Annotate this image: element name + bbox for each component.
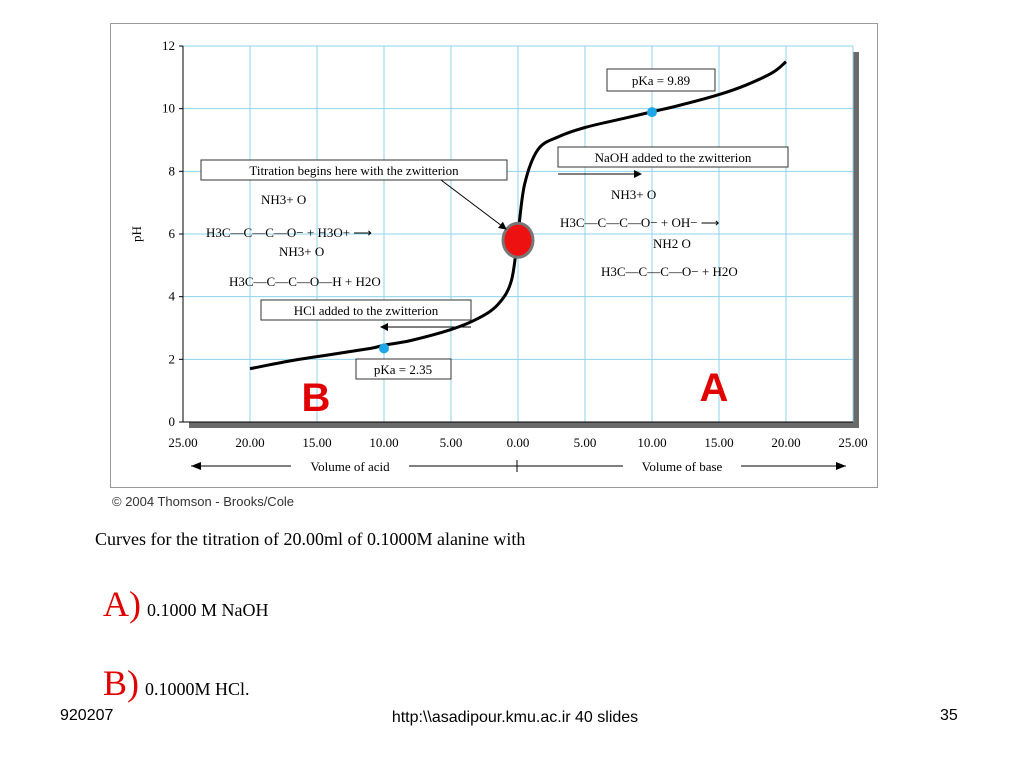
x-tick-label: 20.00 [771, 435, 801, 450]
volume-of-acid-label: Volume of acid [310, 459, 390, 474]
eq-left-2: H3C—C—C—O—H + H2O [229, 274, 381, 289]
pka-low-label: pKa = 2.35 [373, 362, 433, 377]
eq-left-2-top: NH3+ O [279, 244, 325, 259]
x-tick-label: 20.00 [235, 435, 265, 450]
eq-right-2-top: NH2 O [653, 236, 691, 251]
x-tick-label: 0.00 [506, 435, 530, 450]
pka-high-label: pKa = 9.89 [631, 73, 691, 88]
footer-url: http:\\asadipour.kmu.ac.ir 40 slides [391, 709, 639, 726]
y-tick-label: 8 [168, 163, 175, 179]
y-axis-label: pH [129, 226, 144, 242]
figure-frame [110, 23, 878, 488]
pka-point [647, 107, 657, 117]
x-tick-label: 25.00 [838, 435, 868, 450]
copyright-text: © 2004 Thomson - Brooks/Cole [112, 494, 295, 509]
y-tick-label: 4 [168, 288, 175, 304]
titration-start-label: Titration begins here with the zwitterion [249, 163, 459, 178]
pka-low-box [356, 359, 451, 379]
x-tick-label: 10.00 [637, 435, 667, 450]
y-tick-label: 2 [168, 351, 175, 367]
y-tick-label: 10 [162, 100, 175, 116]
x-tick-label: 5.00 [439, 435, 463, 450]
eq-left-1: H3C—C—C—O− + H3O+ ⟶ [206, 225, 372, 240]
y-tick-label: 12 [162, 38, 175, 53]
x-tick-label: 25.00 [168, 435, 198, 450]
answer-b-letter: B) [103, 663, 139, 703]
x-tick-label: 5.00 [573, 435, 597, 450]
footer-page-number: 35 [940, 707, 958, 724]
naoh-added-label: NaOH added to the zwitterion [594, 150, 752, 165]
answer-a-text: 0.1000 M NaOH [147, 600, 269, 620]
x-tick-labels [168, 435, 867, 450]
titration-chart [111, 24, 879, 489]
volume-axis [191, 458, 846, 474]
region-a-label: A [699, 366, 729, 410]
y-tick-label: 0 [168, 414, 175, 429]
volume-of-base-label: Volume of base [641, 459, 723, 474]
caption-text: Curves for the titration of 20.00ml of 0.1000M alanine with [95, 529, 526, 549]
eq-right-2: H3C—C—C—O− + H2O [601, 264, 738, 279]
eq-right-1: H3C—C—C—O− + OH− ⟶ [560, 215, 720, 230]
answer-b [103, 662, 250, 704]
region-b-label: B [301, 376, 331, 420]
answer-a [103, 583, 269, 625]
hcl-added-label: HCl added to the zwitterion [293, 303, 439, 318]
footer-date: 920207 [60, 707, 114, 724]
eq-left-1-top: NH3+ O [261, 192, 307, 207]
zwitterion-start-point [503, 223, 533, 257]
x-tick-label: 15.00 [302, 435, 332, 450]
pka-point [379, 343, 389, 353]
answer-a-letter: A) [103, 584, 141, 624]
pka-high-box [607, 69, 715, 91]
answer-b-text: 0.1000M HCl. [145, 679, 250, 699]
y-tick-label: 6 [168, 226, 175, 241]
x-tick-label: 10.00 [369, 435, 399, 450]
y-tick-labels [162, 38, 183, 429]
eq-right-1-top: NH3+ O [611, 187, 657, 202]
x-tick-label: 15.00 [704, 435, 734, 450]
